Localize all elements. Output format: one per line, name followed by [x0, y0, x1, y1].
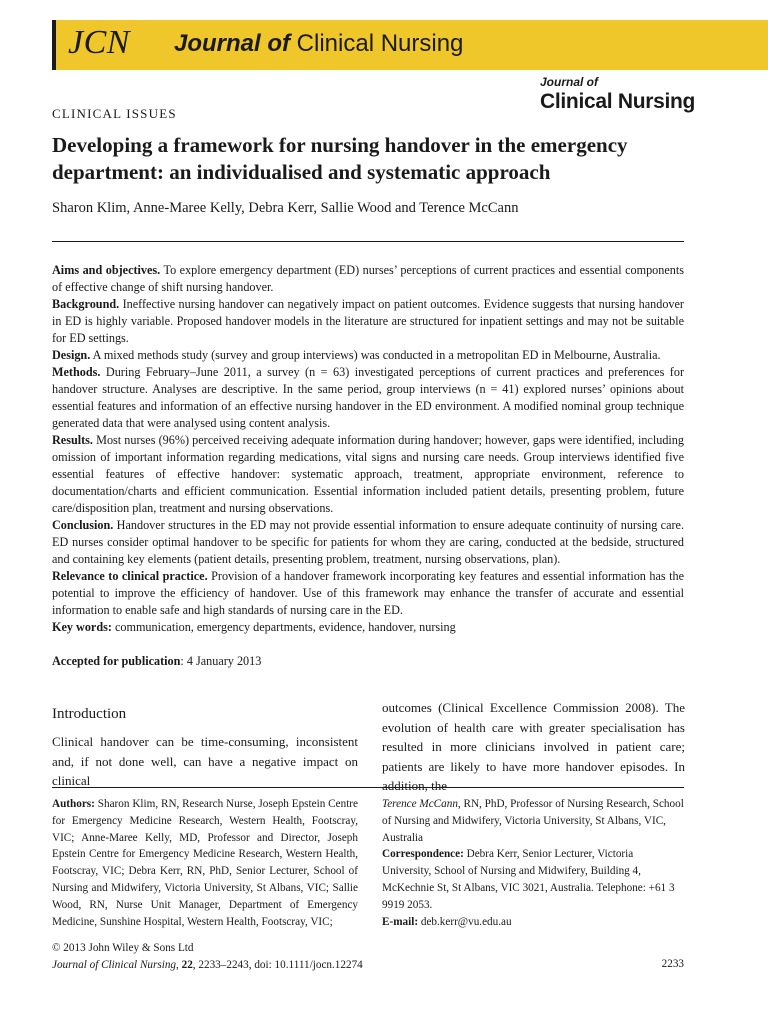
abstract-aims-text: To explore emergency department (ED) nurses’ perceptions of current practices and essential components of effective change of shift nursing handover.	[52, 263, 684, 294]
copyright: © 2013 John Wiley & Sons Ltd	[52, 942, 194, 954]
intro-paragraph-left: Clinical handover can be time-consuming, inconsistent and, if not done well, can have a negative impact on clinical	[52, 734, 358, 788]
authors-affiliations-text: Sharon Klim, RN, Research Nurse, Joseph Epstein Centre for Emergency Medicine Research, Western Health, Footscray, VIC; Anne-Maree Kelly, MD, Professor and Director, Joseph Epstein Centre for Emergency Medicine Research, Western Health, Footscray, VIC; Debra Kerr, RN, PhD, Senior Lecturer, School of Nursing and Midwifery, Victoria University, St Albans, VIC; Sallie Wood, RN, Nurse Unit Manager, Department of Emergency Medicine, Sunshine Hospital, Western Health, Footscray, VIC;	[52, 798, 358, 928]
journal-banner	[52, 20, 768, 70]
author-footnote	[52, 796, 358, 930]
citation-volume: 22	[181, 958, 193, 971]
abstract-background-text: Ineffective nursing handover can negatively impact on patient outcomes. Evidence suggests that nursing handover in ED is highly variable. Proposed handover models in the literature are structured for inpatient settings and may not be suitable for ED settings.	[52, 297, 684, 345]
abstract-background	[52, 296, 684, 347]
abstract-conclusion-text: Handover structures in the ED may not provide essential information to ensure adequate continuity of nursing care. ED nurses consider optimal handover to be specific for patients for whom they are caring, conducted at the bedside, structured and containing key elements (patient details, presenting problem, treatment, nursing observations, plan).	[52, 518, 684, 566]
abstract-methods-heading: Methods.	[52, 365, 101, 379]
email-address[interactable]: deb.kerr@vu.edu.au	[418, 915, 512, 928]
introduction-heading: Introduction	[52, 706, 127, 722]
article-title: Developing a framework for nursing handover in the emergency department: an individualised and systematic approach	[52, 133, 628, 184]
abstract-methods	[52, 364, 684, 432]
email-label: E-mail:	[382, 915, 419, 928]
mccann-name: Terence McCann	[382, 798, 458, 810]
citation-sep: ,	[176, 958, 182, 971]
body-column-left	[52, 732, 358, 791]
abstract-conclusion-heading: Conclusion.	[52, 518, 114, 532]
abstract-results-heading: Results.	[52, 433, 93, 447]
abstract-design-heading: Design.	[52, 348, 91, 362]
keywords	[52, 620, 684, 635]
correspondence-label: Correspondence:	[382, 848, 464, 861]
journal-abbreviation: JCN	[68, 24, 130, 61]
abstract-results-text: Most nurses (96%) perceived receiving adequate information during handover; however, gaps were identified, including omission of important information regarding medications, vital signs and nursing care needs. Group interviews identified five essential features of effective handover: systematic approach, treatment, appropriate environment, reference to documentation/charts and efficient communication. Essential information included patient details, presenting problem, future care/disposition plan, treatment and nursing observations.	[52, 433, 684, 515]
correspondence	[382, 846, 685, 913]
mccann-affiliation-text: , RN, PhD, Professor of Nursing Research, School of Nursing and Midwifery, Victoria University, St Albans, VIC, Australia	[382, 798, 684, 844]
accepted-text: : 4 January 2013	[180, 654, 262, 668]
abstract-design	[52, 347, 684, 364]
email	[382, 914, 685, 931]
abstract-methods-text: During February–June 2011, a survey (n = 63) investigated perceptions of current practices and preferences for handover structure. Analyses are descriptive. In the same period, group interviews (n = 41) explored nurses’ opinions about essential features and information of an effective nursing handover in the ED environment. A modified nominal group technique generated data that were analysed using content analysis.	[52, 365, 684, 430]
abstract-relevance-text: Provision of a handover framework incorporating key features and essential information has the potential to improve the efficiency of handover. Use of this framework may enhance the transfer of accurate and essential information to enable safe and high standards of nursing care in the ED.	[52, 569, 684, 617]
abstract-background-heading: Background.	[52, 297, 120, 311]
section-label: CLINICAL ISSUES	[52, 106, 177, 121]
abstract-aims	[52, 262, 684, 296]
abstract-aims-heading: Aims and objectives.	[52, 263, 161, 277]
authors-affiliations	[52, 796, 358, 930]
abstract	[52, 262, 684, 619]
abstract-design-text: A mixed methods study (survey and group interviews) was conducted in a metropolitan ED in Melbourne, Australia.	[90, 348, 661, 362]
citation-journal: Journal of Clinical Nursing	[52, 958, 177, 971]
citation-rest: , 2233–2243, doi: 10.1111/jocn.12274	[192, 958, 363, 971]
journal-title-italic: Journal of	[174, 30, 291, 57]
footnote-divider	[52, 787, 684, 788]
citation	[52, 957, 684, 974]
abstract-relevance-heading: Relevance to clinical practice.	[52, 569, 208, 583]
accepted-date	[52, 654, 261, 669]
author-list: Sharon Klim, Anne-Maree Kelly, Debra Kerr, Sallie Wood and Terence McCann	[52, 200, 519, 216]
mccann-affiliation	[382, 796, 685, 846]
abstract-conclusion	[52, 517, 684, 568]
journal-logo-line2: Clinical Nursing	[540, 90, 696, 113]
body-column-right	[382, 698, 685, 796]
keywords-label: Key words:	[52, 620, 112, 634]
journal-title-rest: Clinical Nursing	[290, 30, 464, 57]
journal-title	[174, 30, 463, 58]
abstract-relevance	[52, 568, 684, 619]
journal-logo	[540, 76, 695, 112]
keywords-text: communication, emergency departments, evidence, handover, nursing	[111, 620, 456, 634]
intro-paragraph-right: outcomes (Clinical Excellence Commission 2008). The evolution of health care with greater specialisation has resulted in more clinicians involved in patient care; patients are likely to have more handover episodes. In addition, the	[382, 700, 685, 793]
page-number: 2233	[661, 958, 684, 970]
journal-logo-line1: Journal of	[540, 75, 599, 89]
abstract-results	[52, 432, 684, 517]
page-footer	[52, 940, 684, 973]
divider	[52, 241, 684, 242]
authors-label: Authors:	[52, 798, 95, 810]
accepted-label: Accepted for publication	[52, 654, 181, 668]
correspondence-footnote	[382, 796, 685, 930]
correspondence-text: Debra Kerr, Senior Lecturer, Victoria University, School of Nursing and Midwifery, Building 4, McKechnie St, St Albans, VIC 3021, Australia. Telephone: +61 3 9919 2053.	[382, 848, 675, 911]
